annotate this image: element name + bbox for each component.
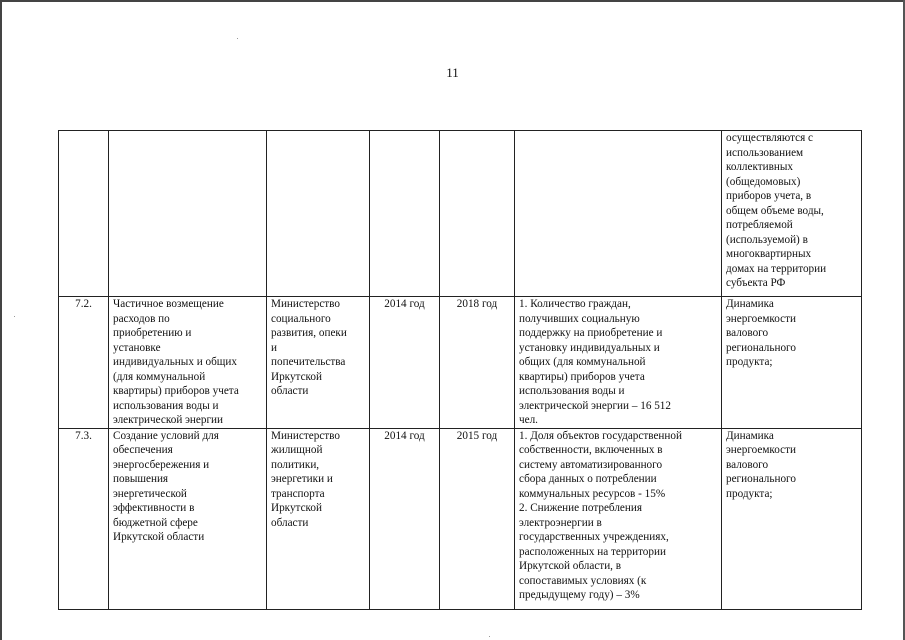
table-row [59, 428, 862, 609]
measures-table [58, 130, 862, 610]
end-year: 2018 год [440, 297, 515, 429]
executor [267, 131, 370, 297]
executor: Министерство социального развития, опеки и попечительства Иркутской области [267, 297, 370, 429]
end-year [440, 131, 515, 297]
row-number: 7.2. [59, 297, 109, 429]
table-row [59, 131, 862, 297]
event-name [109, 131, 267, 297]
event-name: Частичное возмещение расходов по приобретению и установке индивидуальных и общих (для коммунальной квартиры) приборов учета использования воды и электрической энергии [109, 297, 267, 429]
executor: Министерство жилищной политики, энергетики и транспорта Иркутской области [267, 428, 370, 609]
end-year: 2015 год [440, 428, 515, 609]
relation: Динамика энергоемкости валового регионального продукта; [722, 297, 862, 429]
scan-speck [489, 636, 490, 637]
scan-speck [14, 316, 15, 317]
start-year: 2014 год [370, 428, 440, 609]
scan-border-top [0, 0, 905, 2]
row-number: 7.3. [59, 428, 109, 609]
scan-border-left [0, 0, 2, 640]
page-number: 11 [446, 65, 459, 80]
relation: осуществляются с использованием коллективных (общедомовых) приборов учета, в общем объеме воды, потребляемой (используемой) в многоквартирных домах на территории субъекта РФ [722, 131, 862, 297]
table-row [59, 297, 862, 429]
relation: Динамика энергоемкости валового регионального продукта; [722, 428, 862, 609]
row-number [59, 131, 109, 297]
start-year [370, 131, 440, 297]
event-name: Создание условий для обеспечения энергосбережения и повышения энергетической эффективности в бюджетной сфере Иркутской области [109, 428, 267, 609]
indicators [515, 131, 722, 297]
scan-speck [237, 38, 238, 39]
start-year: 2014 год [370, 297, 440, 429]
indicators: 1. Количество граждан, получивших социальную поддержку на приобретение и установку индивидуальных и общих (для коммунальной квартиры) приборов учета использования воды и электрической энергии – 16 512 чел. [515, 297, 722, 429]
indicators: 1. Доля объектов государственной собственности, включенных в систему автоматизированного сбора данных о потреблении коммунальных ресурсов - 15% 2. Снижение потребления электроэнергии в государственных учреждениях, расположенных на территории Иркутской области, в сопоставимых условиях (к предыдущему году) – 3% [515, 428, 722, 609]
